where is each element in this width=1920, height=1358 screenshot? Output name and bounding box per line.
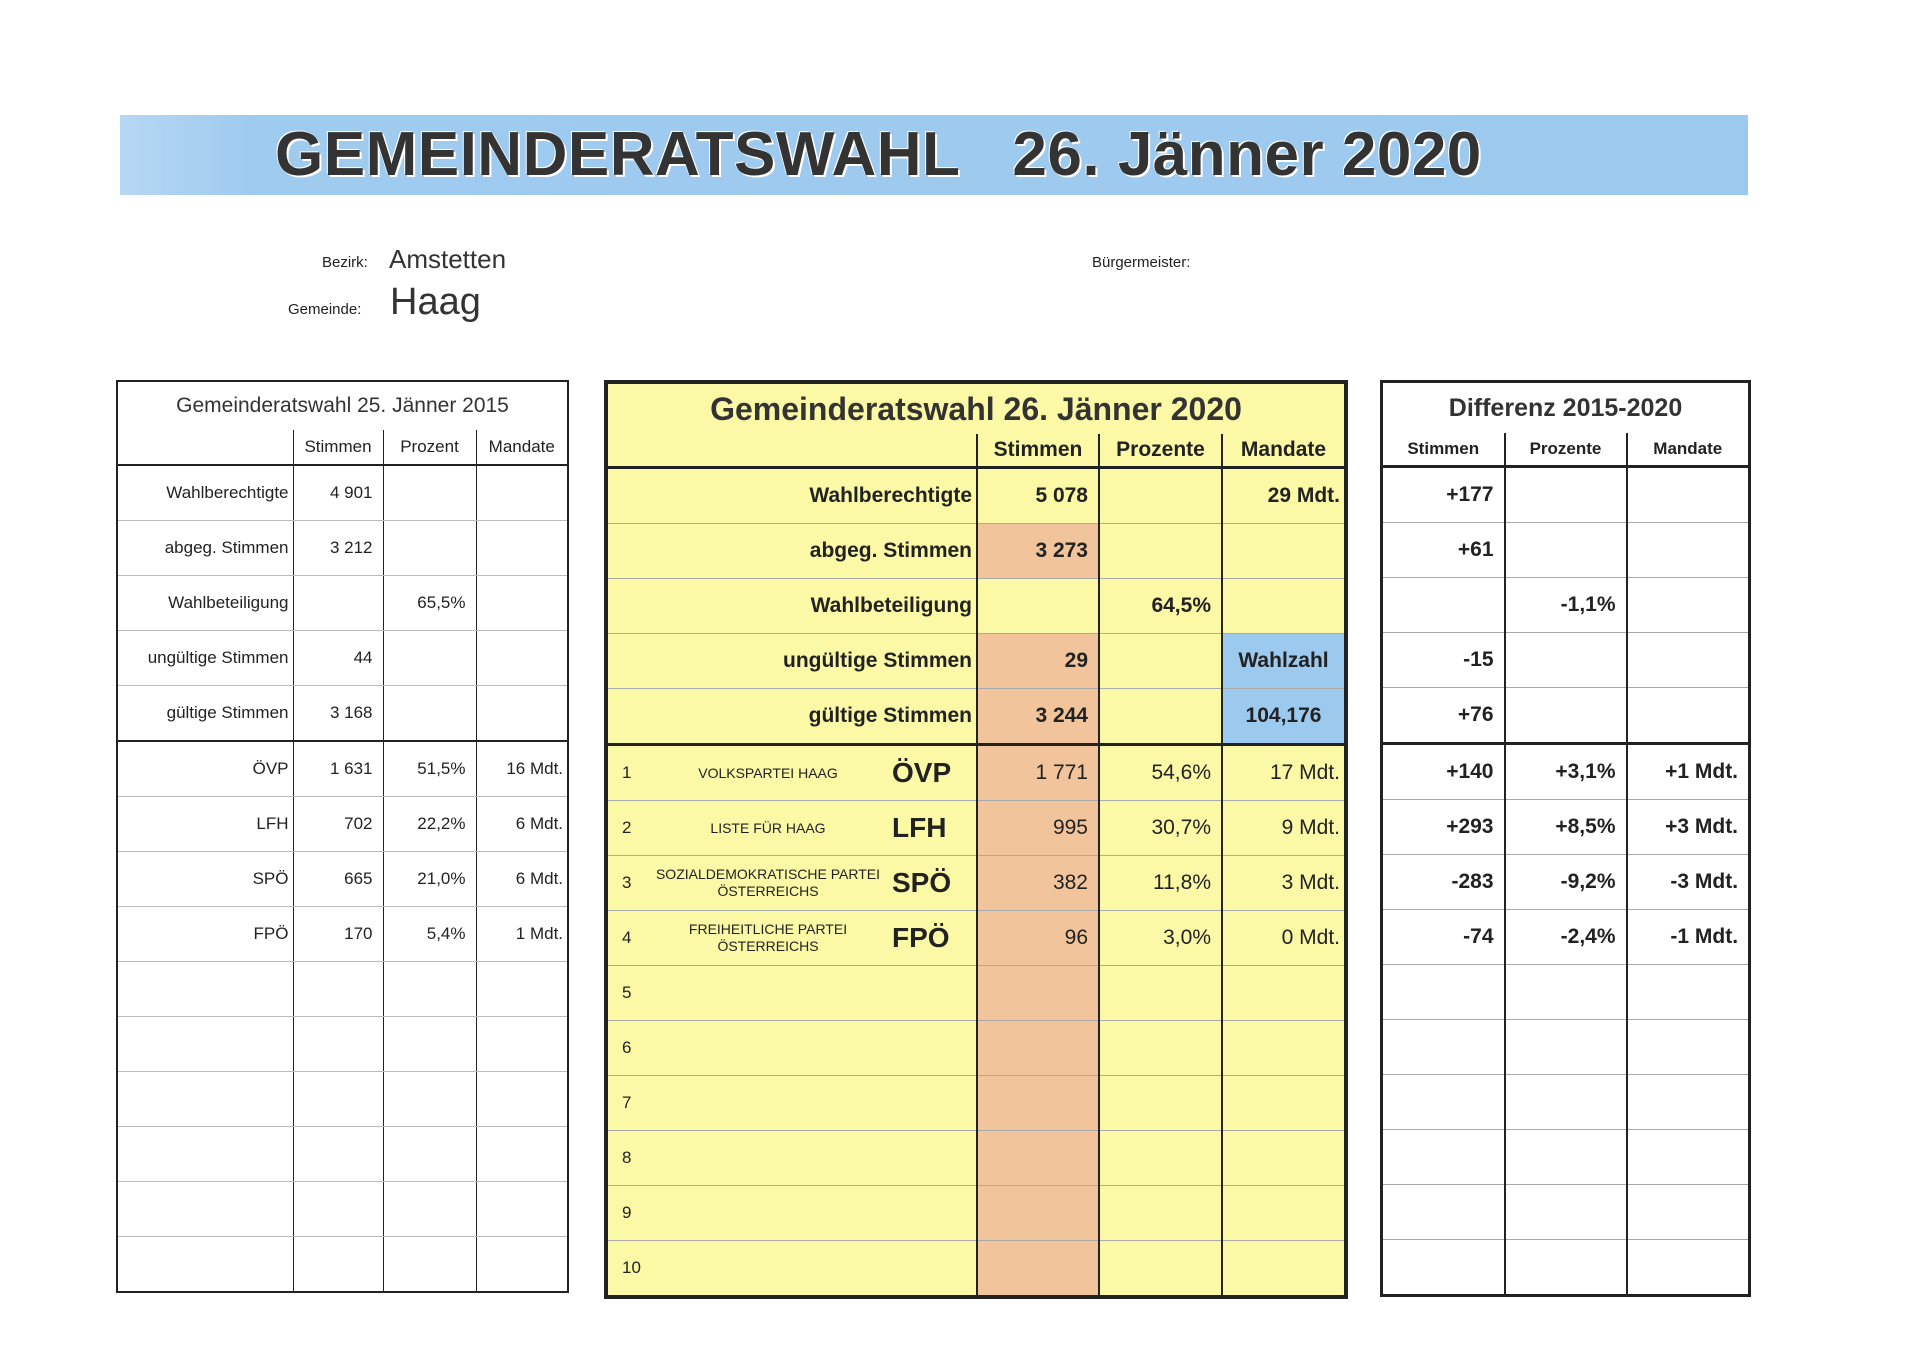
- diff-stimmen: [1382, 1020, 1505, 1075]
- cell-stimmen: 29: [977, 634, 1099, 689]
- cell-mandate: [476, 1237, 568, 1293]
- table-row: [606, 1131, 1346, 1186]
- table-row: [117, 1127, 568, 1182]
- table-row: [1382, 800, 1750, 855]
- party-label: [117, 1182, 293, 1237]
- cell-prozent: 54,6%: [1099, 745, 1222, 801]
- table-diff-title: Differenz 2015-2020: [1448, 393, 1683, 422]
- table-row: [606, 468, 1346, 524]
- diff-prozent: -2,4%: [1505, 910, 1627, 965]
- diff-mandate: -3 Mdt.: [1627, 855, 1750, 910]
- party-name: VOLKSPARTEI HAAG: [698, 764, 838, 781]
- table-row: [1382, 1185, 1750, 1240]
- cell-prozent: [1099, 1186, 1222, 1241]
- cell-prozent: 11,8%: [1099, 856, 1222, 911]
- cell-mandate: 6 Mdt.: [476, 852, 568, 907]
- party-number: 7: [622, 1093, 632, 1112]
- cell-stimmen: 995: [977, 801, 1099, 856]
- cell-prozent: 30,7%: [1099, 801, 1222, 856]
- cell-prozent: [383, 1237, 476, 1293]
- cell-stimmen: 5 078: [977, 468, 1099, 524]
- diff-mandate: [1627, 1130, 1750, 1185]
- diff-mandate: [1627, 467, 1750, 523]
- cell-prozent: 64,5%: [1099, 579, 1222, 634]
- row-label: gültige Stimmen: [117, 686, 293, 742]
- cell-prozent: [383, 1182, 476, 1237]
- cell-stimmen: [293, 1072, 383, 1127]
- diff-stimmen: [1382, 1185, 1505, 1240]
- diff-prozent: [1505, 523, 1627, 578]
- diff-stimmen: +140: [1382, 744, 1505, 800]
- cell-prozent: 5,4%: [383, 907, 476, 962]
- table-row: [606, 1076, 1346, 1131]
- table-row: [117, 1237, 568, 1293]
- diff-stimmen: [1382, 1240, 1505, 1296]
- cell-mandate: 1 Mdt.: [476, 907, 568, 962]
- cell-mandate: [476, 686, 568, 742]
- table-row: [117, 1017, 568, 1072]
- diff-prozent: -9,2%: [1505, 855, 1627, 910]
- party-number: 3: [622, 873, 632, 892]
- party-cell: [606, 1131, 977, 1186]
- row-label: gültige Stimmen: [606, 689, 977, 745]
- cell-prozent: [1099, 524, 1222, 579]
- cell-mandate: [1222, 1076, 1346, 1131]
- party-info: [608, 746, 976, 800]
- cell-prozent: [1099, 1131, 1222, 1186]
- diff-prozent: [1505, 1075, 1627, 1130]
- page-title: [275, 112, 1482, 198]
- cell-stimmen: 96: [977, 911, 1099, 966]
- diff-mandate: [1627, 578, 1750, 633]
- diff-stimmen: -283: [1382, 855, 1505, 910]
- party-label: [117, 1237, 293, 1293]
- table-row: [117, 576, 568, 631]
- party-cell: [606, 745, 977, 801]
- diff-mandate: [1627, 523, 1750, 578]
- cell-mandate: 0 Mdt.: [1222, 911, 1346, 966]
- results-2020-table: [604, 380, 1348, 1299]
- cell-stimmen: 4 901: [293, 465, 383, 521]
- wahlzahl-value: 104,176: [1222, 689, 1346, 745]
- party-info: [608, 801, 976, 855]
- row-label: ungültige Stimmen: [117, 631, 293, 686]
- header-mandate: Mandate: [1222, 434, 1346, 468]
- party-cell: [606, 801, 977, 856]
- party-number: 8: [622, 1148, 632, 1167]
- cell-stimmen: 3 168: [293, 686, 383, 742]
- diff-prozent: [1505, 467, 1627, 523]
- diff-stimmen: [1382, 1075, 1505, 1130]
- cell-prozent: [383, 465, 476, 521]
- cell-mandate: [1222, 579, 1346, 634]
- table-row: [117, 907, 568, 962]
- header-stimmen: Stimmen: [1382, 433, 1505, 467]
- table-row: [606, 579, 1346, 634]
- diff-stimmen: +293: [1382, 800, 1505, 855]
- diff-prozent: [1505, 633, 1627, 688]
- cell-mandate: [476, 1072, 568, 1127]
- cell-mandate: 16 Mdt.: [476, 741, 568, 797]
- cell-stimmen: [293, 1182, 383, 1237]
- diff-mandate: [1627, 965, 1750, 1020]
- party-info: [608, 966, 976, 1020]
- party-info: [608, 856, 976, 910]
- cell-mandate: [476, 1182, 568, 1237]
- party-number: 10: [622, 1258, 641, 1277]
- party-cell: [606, 1076, 977, 1131]
- party-cell: [606, 911, 977, 966]
- table-row: [1382, 578, 1750, 633]
- cell-stimmen: 702: [293, 797, 383, 852]
- diff-prozent: [1505, 1185, 1627, 1240]
- party-number: 9: [622, 1203, 632, 1222]
- diff-mandate: [1627, 688, 1750, 744]
- cell-stimmen: 665: [293, 852, 383, 907]
- cell-stimmen: 382: [977, 856, 1099, 911]
- diff-stimmen: [1382, 965, 1505, 1020]
- diff-mandate: [1627, 1020, 1750, 1075]
- diff-prozent: -1,1%: [1505, 578, 1627, 633]
- diff-mandate: -1 Mdt.: [1627, 910, 1750, 965]
- cell-prozent: 21,0%: [383, 852, 476, 907]
- table-row: [606, 856, 1346, 911]
- party-abbreviation: FPÖ: [892, 922, 950, 953]
- table-row: [117, 797, 568, 852]
- table-row: [1382, 855, 1750, 910]
- cell-prozent: [1099, 634, 1222, 689]
- cell-prozent: [1099, 1021, 1222, 1076]
- cell-mandate: [1222, 1021, 1346, 1076]
- cell-stimmen: [977, 1131, 1099, 1186]
- header-mandate: Mandate: [476, 430, 568, 465]
- cell-stimmen: [977, 966, 1099, 1021]
- table-row: [606, 801, 1346, 856]
- party-cell: [606, 856, 977, 911]
- cell-prozent: 65,5%: [383, 576, 476, 631]
- diff-mandate: +3 Mdt.: [1627, 800, 1750, 855]
- cell-mandate: [476, 576, 568, 631]
- table-row: [117, 521, 568, 576]
- cell-mandate: [1222, 966, 1346, 1021]
- cell-prozent: [383, 686, 476, 742]
- party-number: 6: [622, 1038, 632, 1057]
- party-info: [608, 1021, 976, 1075]
- cell-prozent: [383, 1017, 476, 1072]
- diff-mandate: +1 Mdt.: [1627, 744, 1750, 800]
- table-row: [606, 745, 1346, 801]
- diff-stimmen: -15: [1382, 633, 1505, 688]
- party-label: [117, 1072, 293, 1127]
- row-label: Wahlbeteiligung: [117, 576, 293, 631]
- cell-mandate: 9 Mdt.: [1222, 801, 1346, 856]
- cell-prozent: [1099, 966, 1222, 1021]
- cell-stimmen: 3 212: [293, 521, 383, 576]
- row-label: Wahlbeteiligung: [606, 579, 977, 634]
- table-row: [606, 911, 1346, 966]
- cell-mandate: 17 Mdt.: [1222, 745, 1346, 801]
- table-row: [606, 1021, 1346, 1076]
- diff-prozent: +8,5%: [1505, 800, 1627, 855]
- header-spacer: [117, 430, 293, 465]
- buergermeister-label: Bürgermeister:: [1092, 254, 1191, 271]
- cell-stimmen: [977, 1241, 1099, 1298]
- cell-stimmen: [977, 1076, 1099, 1131]
- table-row: [1382, 523, 1750, 578]
- diff-mandate: [1627, 1075, 1750, 1130]
- header-prozente: Prozente: [1099, 434, 1222, 468]
- cell-mandate: 3 Mdt.: [1222, 856, 1346, 911]
- cell-prozent: 51,5%: [383, 741, 476, 797]
- cell-prozent: [383, 1072, 476, 1127]
- party-number: 5: [622, 983, 632, 1002]
- party-label: LFH: [117, 797, 293, 852]
- header-stimmen: Stimmen: [977, 434, 1099, 468]
- diff-stimmen: +61: [1382, 523, 1505, 578]
- party-cell: [606, 1241, 977, 1298]
- party-cell: [606, 1021, 977, 1076]
- cell-stimmen: [977, 579, 1099, 634]
- table-row: [117, 686, 568, 742]
- diff-stimmen: -74: [1382, 910, 1505, 965]
- row-label: abgeg. Stimmen: [117, 521, 293, 576]
- row-label: ungültige Stimmen: [606, 634, 977, 689]
- party-label: [117, 962, 293, 1017]
- cell-prozent: [1099, 1076, 1222, 1131]
- cell-prozent: 22,2%: [383, 797, 476, 852]
- cell-stimmen: [293, 576, 383, 631]
- cell-prozent: [383, 1127, 476, 1182]
- diff-mandate: [1627, 1185, 1750, 1240]
- cell-prozent: [1099, 468, 1222, 524]
- table-row: [1382, 1075, 1750, 1130]
- header-prozente: Prozente: [1505, 433, 1627, 467]
- party-label: FPÖ: [117, 907, 293, 962]
- header-spacer: [606, 434, 977, 468]
- cell-mandate: [476, 521, 568, 576]
- gemeinde-label: Gemeinde:: [288, 301, 362, 318]
- diff-mandate: [1627, 1240, 1750, 1296]
- difference-table: [1380, 380, 1751, 1297]
- table-2020-title: Gemeinderatswahl 26. Jänner 2020: [710, 390, 1242, 427]
- table-2015-title: Gemeinderatswahl 25. Jänner 2015: [176, 394, 509, 417]
- table-row: [606, 1241, 1346, 1298]
- table-row: [606, 634, 1346, 689]
- title-word-election: GEMEINDERATSWAHL: [275, 120, 961, 189]
- header-stimmen: Stimmen: [293, 430, 383, 465]
- diff-prozent: +3,1%: [1505, 744, 1627, 800]
- table-row: [1382, 1240, 1750, 1296]
- table-row: [117, 631, 568, 686]
- diff-stimmen: [1382, 578, 1505, 633]
- cell-mandate: [1222, 1186, 1346, 1241]
- cell-stimmen: [293, 962, 383, 1017]
- party-name: FREIHEITLICHE PARTEI ÖSTERREICHS: [688, 921, 848, 954]
- cell-stimmen: [293, 1237, 383, 1293]
- cell-stimmen: 3 273: [977, 524, 1099, 579]
- bezirk-value: Amstetten: [389, 244, 507, 274]
- cell-prozent: [383, 962, 476, 1017]
- cell-prozent: 3,0%: [1099, 911, 1222, 966]
- party-info: [608, 1131, 976, 1185]
- cell-prozent: [383, 631, 476, 686]
- cell-mandate: [476, 962, 568, 1017]
- party-number: 1: [622, 763, 632, 782]
- party-abbreviation: SPÖ: [892, 867, 952, 898]
- header-mandate: Mandate: [1627, 433, 1750, 467]
- wahlzahl-label: Wahlzahl: [1222, 634, 1346, 689]
- table-row: [117, 741, 568, 797]
- cell-stimmen: 1 771: [977, 745, 1099, 801]
- cell-mandate: [1222, 1131, 1346, 1186]
- table-row: [606, 1186, 1346, 1241]
- party-name: LISTE FÜR HAAG: [710, 819, 826, 836]
- table-row: [1382, 1130, 1750, 1185]
- party-info: [608, 911, 976, 965]
- diff-stimmen: [1382, 1130, 1505, 1185]
- table-row: [117, 465, 568, 521]
- party-label: ÖVP: [117, 741, 293, 797]
- table-row: [1382, 633, 1750, 688]
- party-label: [117, 1017, 293, 1072]
- cell-mandate: [476, 465, 568, 521]
- party-cell: [606, 966, 977, 1021]
- cell-stimmen: [293, 1017, 383, 1072]
- party-number: 4: [622, 928, 632, 947]
- cell-mandate: 29 Mdt.: [1222, 468, 1346, 524]
- row-label: Wahlberechtigte: [606, 468, 977, 524]
- party-info: [608, 1076, 976, 1130]
- table-row: [1382, 1020, 1750, 1075]
- cell-mandate: [1222, 524, 1346, 579]
- table-row: [1382, 688, 1750, 744]
- diff-prozent: [1505, 1020, 1627, 1075]
- title-word-date: 26. Jänner 2020: [1012, 120, 1482, 189]
- party-number: 2: [622, 818, 632, 837]
- party-abbreviation: LFH: [892, 812, 947, 843]
- cell-stimmen: 1 631: [293, 741, 383, 797]
- cell-mandate: [476, 631, 568, 686]
- cell-mandate: [1222, 1241, 1346, 1298]
- diff-stimmen: +76: [1382, 688, 1505, 744]
- table-row: [1382, 467, 1750, 523]
- cell-stimmen: [977, 1186, 1099, 1241]
- table-row: [606, 524, 1346, 579]
- row-label: abgeg. Stimmen: [606, 524, 977, 579]
- table-row: [1382, 965, 1750, 1020]
- results-2015-table: [116, 380, 569, 1293]
- party-info: [608, 1186, 976, 1240]
- diff-mandate: [1627, 633, 1750, 688]
- diff-prozent: [1505, 1130, 1627, 1185]
- table-row: [606, 966, 1346, 1021]
- cell-mandate: 6 Mdt.: [476, 797, 568, 852]
- party-label: [117, 1127, 293, 1182]
- party-info: [608, 1241, 976, 1295]
- diff-stimmen: +177: [1382, 467, 1505, 523]
- cell-stimmen: [293, 1127, 383, 1182]
- table-row: [117, 962, 568, 1017]
- table-row: [117, 852, 568, 907]
- header-prozent: Prozent: [383, 430, 476, 465]
- row-label: Wahlberechtigte: [117, 465, 293, 521]
- party-cell: [606, 1186, 977, 1241]
- cell-prozent: [1099, 1241, 1222, 1298]
- table-row: [1382, 744, 1750, 800]
- cell-stimmen: [977, 1021, 1099, 1076]
- table-row: [117, 1182, 568, 1237]
- cell-stimmen: 3 244: [977, 689, 1099, 745]
- cell-mandate: [476, 1017, 568, 1072]
- diff-prozent: [1505, 688, 1627, 744]
- party-name: SOZIALDEMOKRATISCHE PARTEI ÖSTERREICHS: [655, 866, 881, 899]
- table-row: [117, 1072, 568, 1127]
- cell-mandate: [476, 1127, 568, 1182]
- table-row: [606, 689, 1346, 745]
- party-abbreviation: ÖVP: [892, 757, 952, 788]
- cell-prozent: [383, 521, 476, 576]
- party-label: SPÖ: [117, 852, 293, 907]
- cell-prozent: [1099, 689, 1222, 745]
- gemeinde-value: Haag: [390, 281, 481, 323]
- diff-prozent: [1505, 965, 1627, 1020]
- cell-stimmen: 170: [293, 907, 383, 962]
- bezirk-label: Bezirk:: [322, 254, 368, 271]
- cell-stimmen: 44: [293, 631, 383, 686]
- table-row: [1382, 910, 1750, 965]
- diff-prozent: [1505, 1240, 1627, 1296]
